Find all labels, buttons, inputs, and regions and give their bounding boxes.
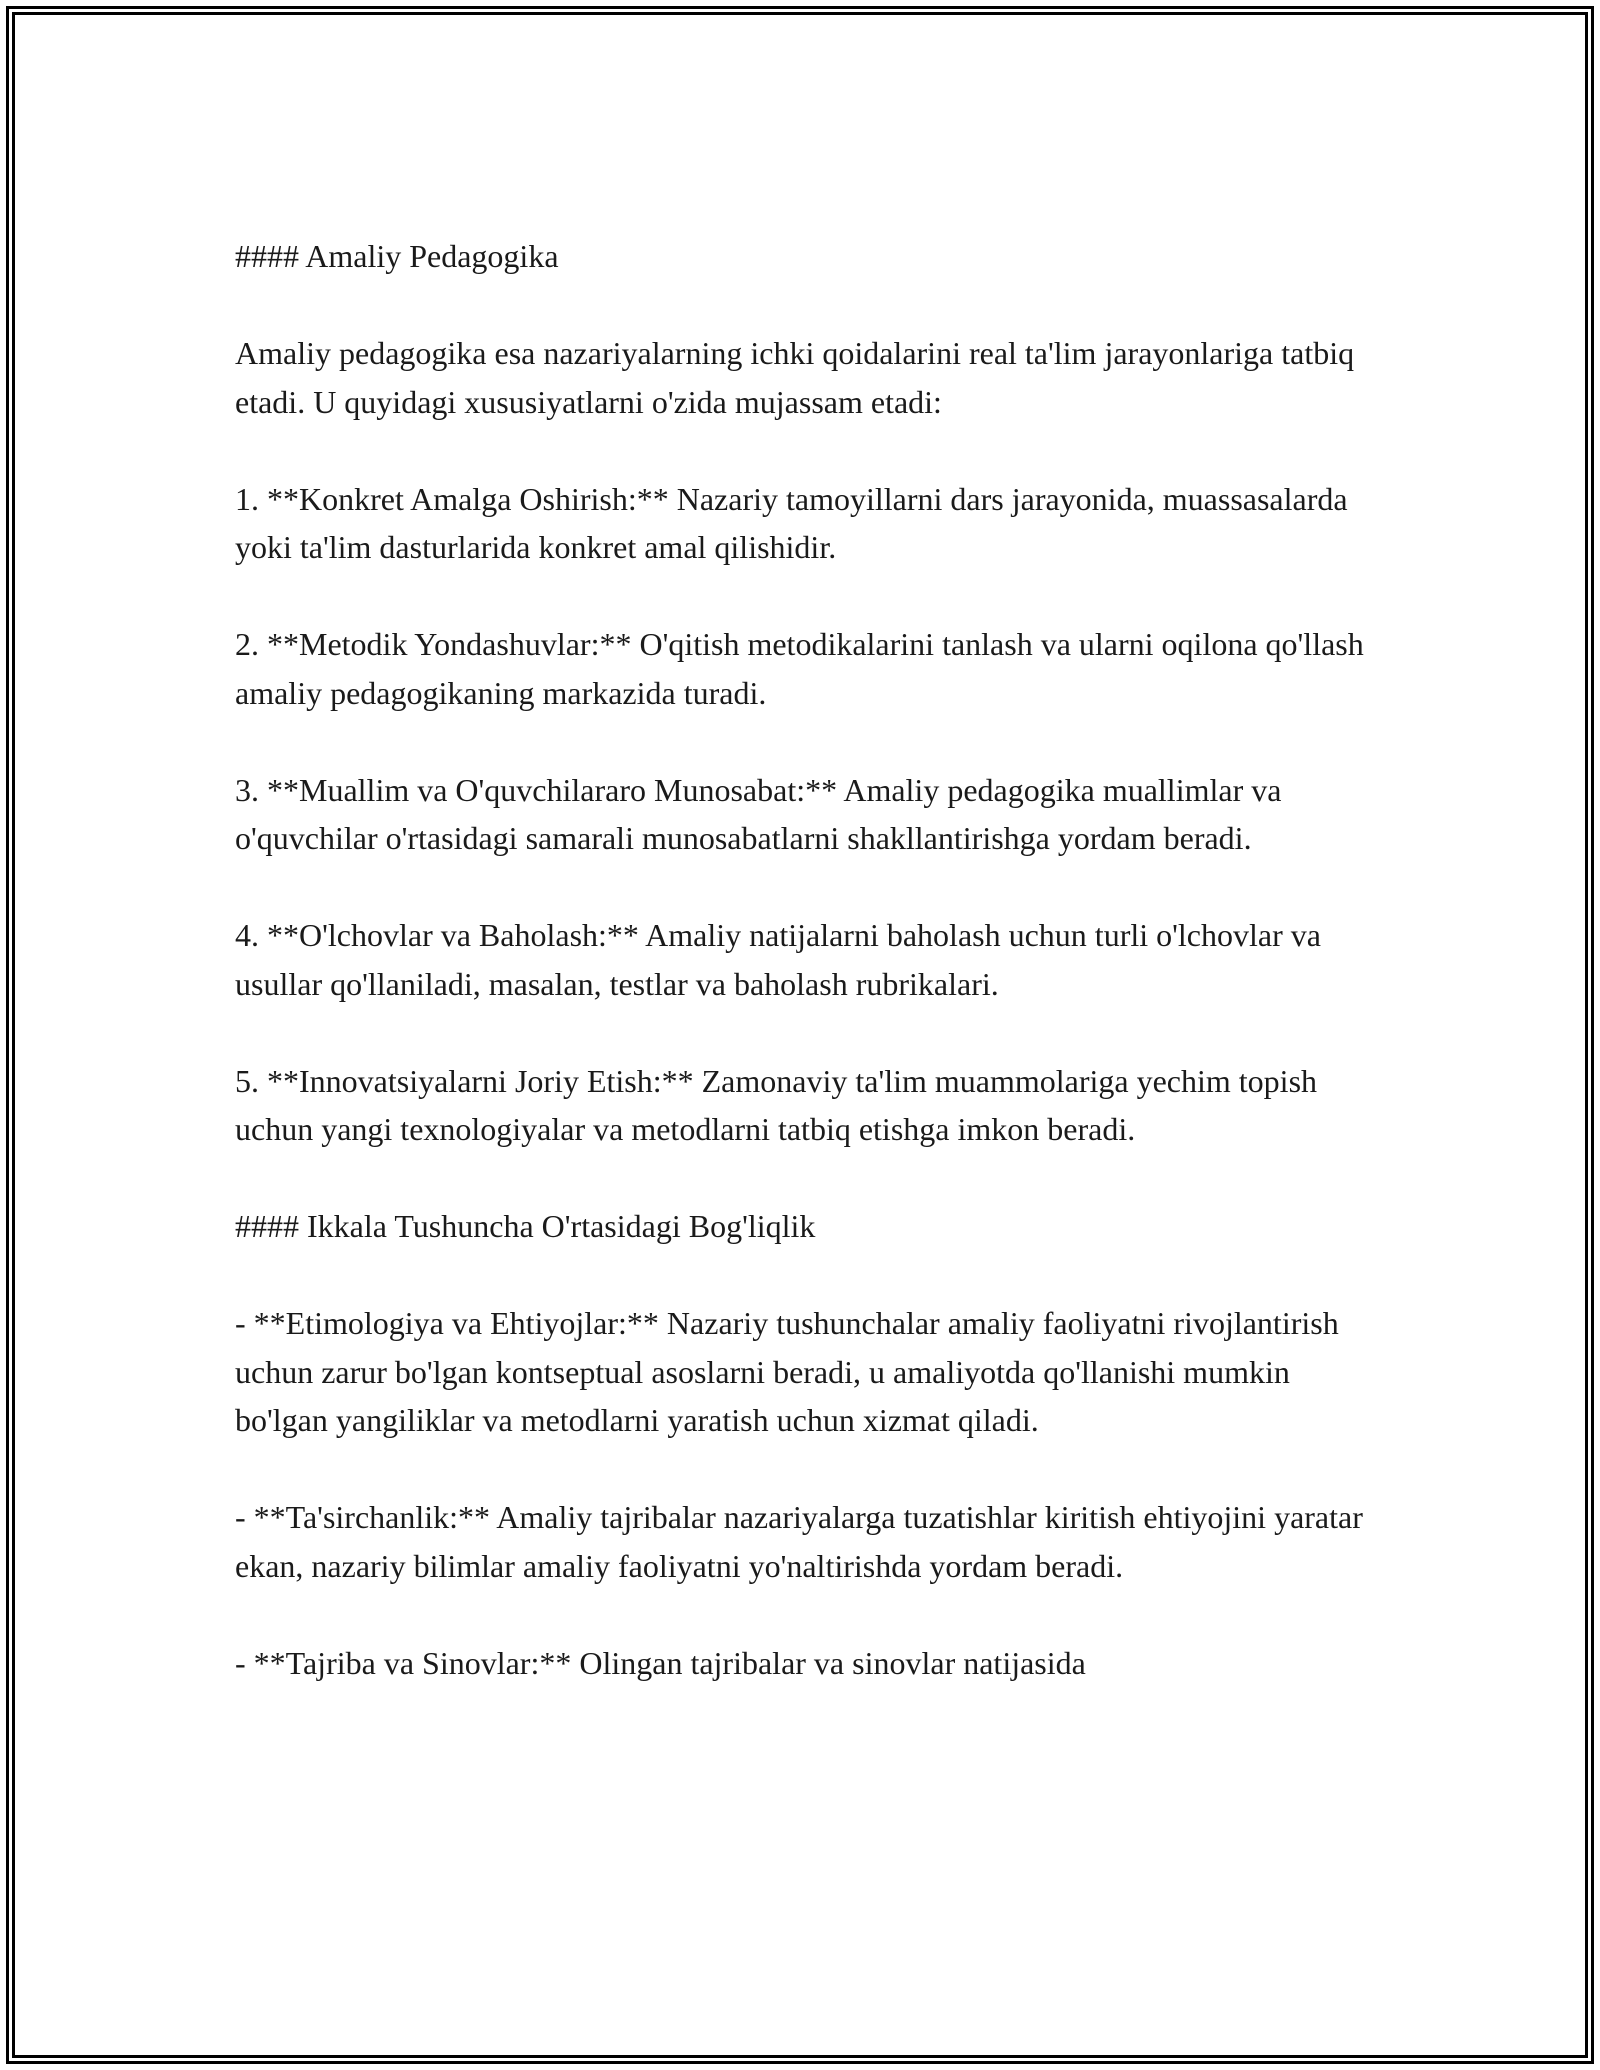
numbered-item: 4. **O'lchovlar va Baholash:** Amaliy natijalarni baholash uchun turli o'lchovlar va usullar qo'llaniladi, masalan, testlar va baholash rubrikalari.	[235, 917, 1321, 1002]
section-heading: #### Ikkala Tushuncha O'rtasidagi Bog'liqlik	[235, 1208, 816, 1244]
bullet-item: - **Ta'sirchanlik:** Amaliy tajribalar nazariyalarga tuzatishlar kiritish ehtiyojini yaratar ekan, nazariy bilimlar amaliy faoliyatni yo'naltirishda yordam beradi.	[235, 1499, 1363, 1584]
numbered-item: 3. **Muallim va O'quvchilararo Munosabat:** Amaliy pedagogika muallimlar va o'quvchilar o'rtasidagi samarali munosabatlarni shakllantirishga yordam beradi.	[235, 771, 1282, 856]
numbered-item: 5. **Innovatsiyalarni Joriy Etish:** Zamonaviy ta'lim muammolariga yechim topish uchun yangi texnologiyalar va metodlarni tatbiq etishga imkon beradi.	[235, 1062, 1318, 1147]
document-body	[235, 232, 1375, 1687]
intro-paragraph: Amaliy pedagogika esa nazariyalarning ichki qoidalarini real ta'lim jarayonlariga tatbiq etadi. U quyidagi xususiyatlarni o'zida mujassam etadi:	[235, 335, 1355, 420]
bullet-item: - **Tajriba va Sinovlar:** Olingan tajribalar va sinovlar natijasida	[235, 1644, 1086, 1681]
numbered-item: 2. **Metodik Yondashuvlar:** O'qitish metodikalarini tanlash va ularni oqilona qo'llash amaliy pedagogikaning markazida turadi.	[235, 626, 1364, 711]
bullet-item: - **Etimologiya va Ehtiyojlar:** Nazariy tushunchalar amaliy faoliyatni rivojlantirish uchun zarur bo'lgan kontseptual asoslarni beradi, u amaliyotda qo'llanishi mumkin bo'lgan yangiliklar va metodlarni yaratish uchun xizmat qiladi.	[235, 1305, 1339, 1438]
section-heading: #### Amaliy Pedagogika	[235, 238, 559, 274]
numbered-item: 1. **Konkret Amalga Oshirish:** Nazariy tamoyillarni dars jarayonida, muassasalarda yoki ta'lim dasturlarida konkret amal qilishidir.	[235, 480, 1348, 565]
